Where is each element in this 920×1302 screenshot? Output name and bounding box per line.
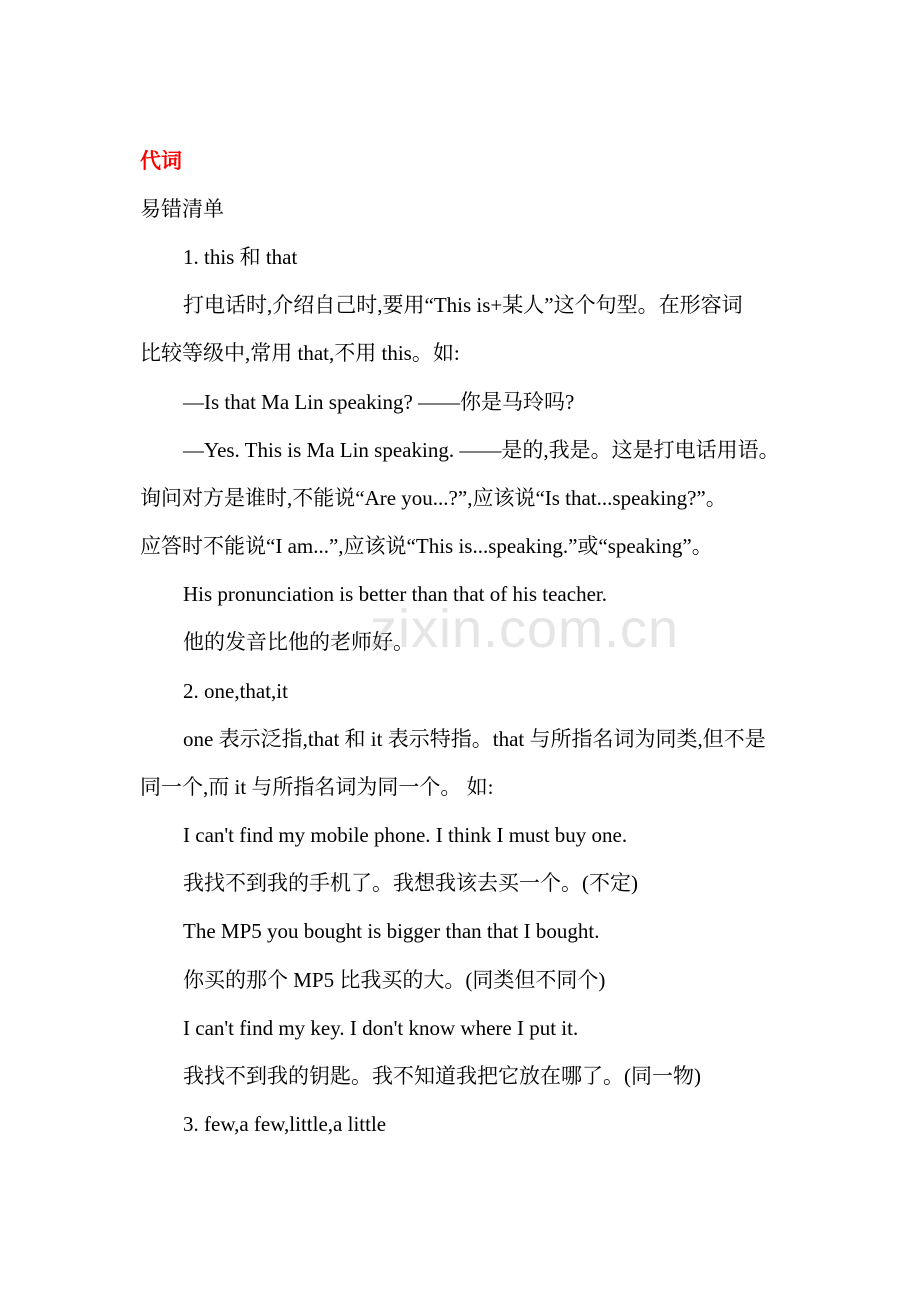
paragraph-line: 打电话时,介绍自己时,要用“This is+某人”这个句型。在形容词	[183, 293, 743, 317]
paragraph-line: 应答时不能说“I am...”,应该说“This is...speaking.”或“speaking”。	[140, 534, 713, 558]
doc-title: 代词	[140, 149, 182, 173]
paragraph-line: one 表示泛指,that 和 it 表示特指。that 与所指名词为同类,但不是	[183, 727, 766, 751]
paragraph-line: 询问对方是谁时,不能说“Are you...?”,应该说“Is that...speaking?”。	[140, 486, 727, 510]
watermark: zixin.com.cn	[370, 599, 680, 659]
item-heading-2: 2. one,that,it	[183, 679, 288, 703]
example-line: The MP5 you bought is bigger than that I bought.	[183, 919, 600, 943]
example-line: His pronunciation is better than that of his teacher.	[183, 582, 607, 606]
item-heading-3: 3. few,a few,little,a little	[183, 1112, 387, 1136]
translation-line: 我找不到我的钥匙。我不知道我把它放在哪了。(同一物)	[183, 1064, 701, 1088]
translation-line: 我找不到我的手机了。我想我该去买一个。(不定)	[183, 871, 638, 895]
translation-line: 他的发音比他的老师好。	[183, 630, 414, 654]
example-line: —Yes. This is Ma Lin speaking. ——是的,我是。这是打电话用语。	[183, 438, 780, 462]
example-line: I can't find my key. I don't know where I put it.	[183, 1016, 579, 1040]
example-line: I can't find my mobile phone. I think I must buy one.	[183, 823, 628, 847]
paragraph-line: 同一个,而 it 与所指名词为同一个。 如:	[140, 775, 494, 799]
item-heading-1: 1. this 和 that	[183, 245, 298, 269]
paragraph-line: 比较等级中,常用 that,不用 this。如:	[140, 341, 460, 365]
translation-line: 你买的那个 MP5 比我买的大。(同类但不同个)	[183, 968, 606, 992]
example-line: —Is that Ma Lin speaking? ——你是马玲吗?	[183, 390, 575, 414]
section-heading: 易错清单	[140, 197, 224, 221]
